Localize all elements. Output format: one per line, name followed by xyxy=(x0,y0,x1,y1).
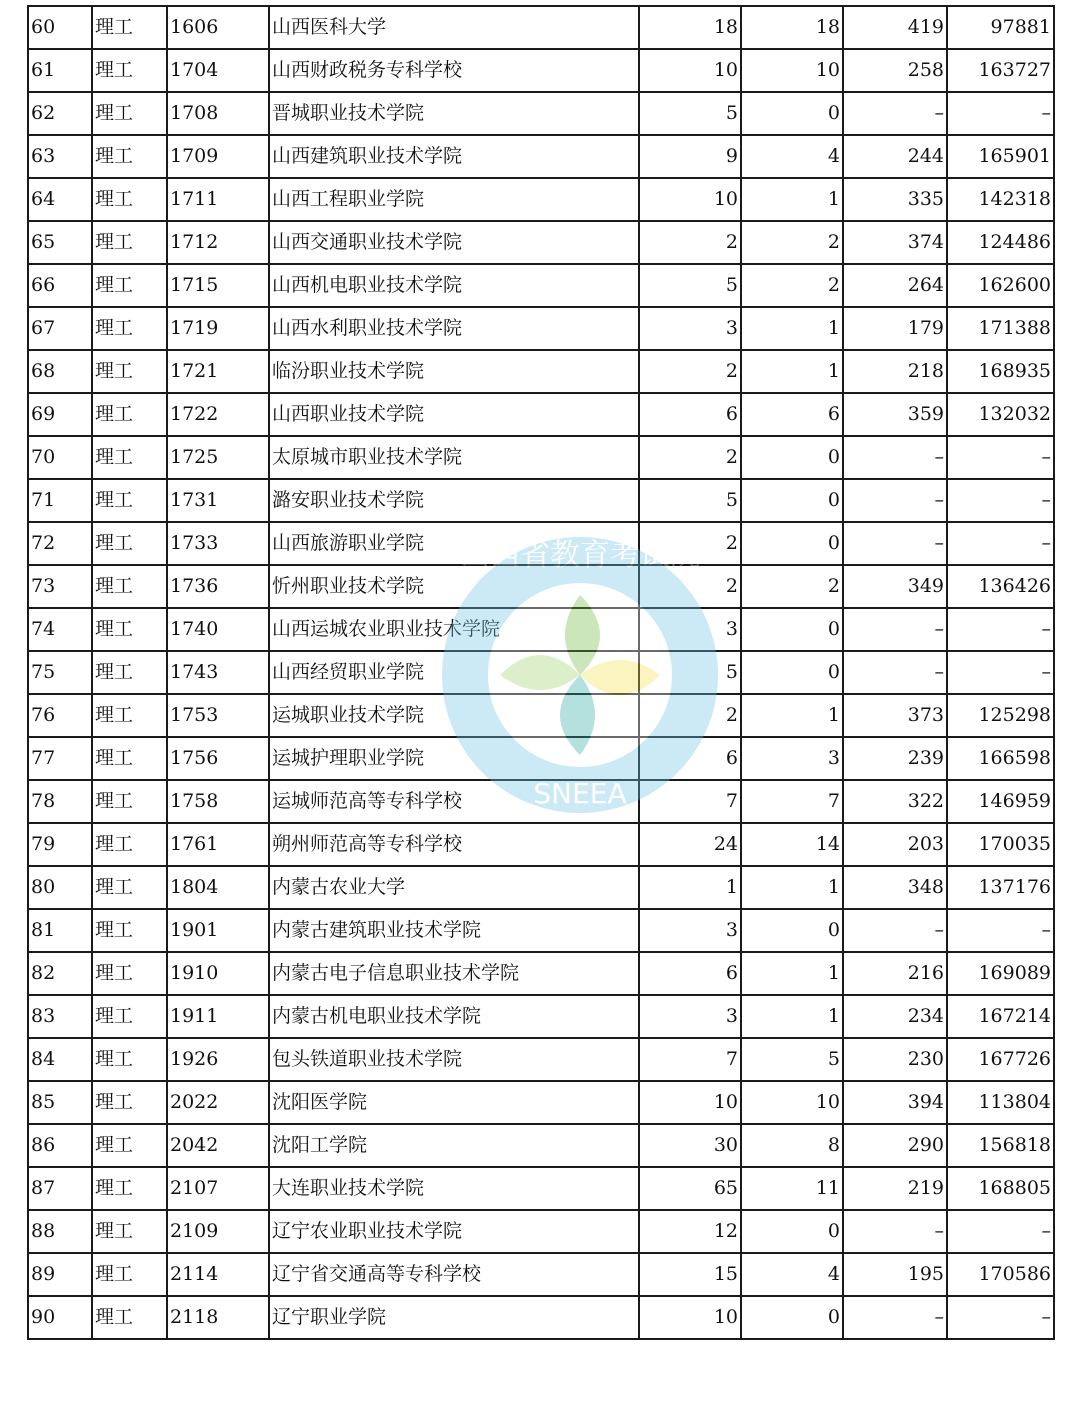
cell-category: 理工 xyxy=(92,823,167,866)
cell-school: 运城师范高等专科学校 xyxy=(269,780,639,823)
cell-plan: 10 xyxy=(639,1296,741,1339)
cell-min-rank: 165901 xyxy=(947,135,1054,178)
cell-admitted: 2 xyxy=(741,221,843,264)
cell-plan: 7 xyxy=(639,780,741,823)
cell-code: 1606 xyxy=(167,6,269,49)
cell-index: 70 xyxy=(28,436,92,479)
cell-school: 山西经贸职业学院 xyxy=(269,651,639,694)
cell-category: 理工 xyxy=(92,737,167,780)
cell-category: 理工 xyxy=(92,178,167,221)
cell-admitted: 0 xyxy=(741,608,843,651)
cell-min-score: 219 xyxy=(843,1167,947,1210)
cell-index: 71 xyxy=(28,479,92,522)
cell-min-score: 244 xyxy=(843,135,947,178)
cell-admitted: 5 xyxy=(741,1038,843,1081)
cell-category: 理工 xyxy=(92,264,167,307)
cell-min-score: 419 xyxy=(843,6,947,49)
cell-admitted: 6 xyxy=(741,393,843,436)
cell-plan: 2 xyxy=(639,522,741,565)
cell-min-rank: – xyxy=(947,608,1054,651)
cell-plan: 3 xyxy=(639,909,741,952)
cell-min-score: 335 xyxy=(843,178,947,221)
cell-school: 辽宁农业职业技术学院 xyxy=(269,1210,639,1253)
cell-plan: 10 xyxy=(639,1081,741,1124)
table-row xyxy=(28,1167,1054,1210)
table-row xyxy=(28,1210,1054,1253)
cell-school: 晋城职业技术学院 xyxy=(269,92,639,135)
cell-admitted: 1 xyxy=(741,694,843,737)
table-row xyxy=(28,780,1054,823)
cell-school: 包头铁道职业技术学院 xyxy=(269,1038,639,1081)
cell-plan: 3 xyxy=(639,995,741,1038)
cell-admitted: 0 xyxy=(741,651,843,694)
cell-min-rank: 162600 xyxy=(947,264,1054,307)
cell-code: 2107 xyxy=(167,1167,269,1210)
cell-code: 2042 xyxy=(167,1124,269,1167)
cell-admitted: 10 xyxy=(741,49,843,92)
cell-school: 辽宁职业学院 xyxy=(269,1296,639,1339)
cell-admitted: 18 xyxy=(741,6,843,49)
cell-index: 84 xyxy=(28,1038,92,1081)
cell-plan: 3 xyxy=(639,307,741,350)
table-row xyxy=(28,694,1054,737)
cell-code: 1709 xyxy=(167,135,269,178)
cell-school: 山西建筑职业技术学院 xyxy=(269,135,639,178)
cell-min-score: – xyxy=(843,608,947,651)
cell-category: 理工 xyxy=(92,995,167,1038)
cell-school: 朔州师范高等专科学校 xyxy=(269,823,639,866)
cell-code: 1722 xyxy=(167,393,269,436)
cell-category: 理工 xyxy=(92,1124,167,1167)
table-row xyxy=(28,608,1054,651)
table-row xyxy=(28,350,1054,393)
table-row xyxy=(28,1081,1054,1124)
table-row xyxy=(28,436,1054,479)
cell-code: 1926 xyxy=(167,1038,269,1081)
cell-min-score: – xyxy=(843,522,947,565)
cell-index: 73 xyxy=(28,565,92,608)
cell-school: 山西财政税务专科学校 xyxy=(269,49,639,92)
cell-index: 60 xyxy=(28,6,92,49)
table-row xyxy=(28,565,1054,608)
watermark-text: 山西省教育考试院 xyxy=(460,538,700,573)
table-row xyxy=(28,479,1054,522)
cell-admitted: 2 xyxy=(741,565,843,608)
cell-min-rank: 156818 xyxy=(947,1124,1054,1167)
cell-min-score: – xyxy=(843,651,947,694)
table-body xyxy=(28,6,1054,1339)
cell-min-rank: – xyxy=(947,522,1054,565)
cell-min-score: 216 xyxy=(843,952,947,995)
cell-category: 理工 xyxy=(92,1167,167,1210)
cell-index: 89 xyxy=(28,1253,92,1296)
cell-plan: 5 xyxy=(639,479,741,522)
cell-category: 理工 xyxy=(92,479,167,522)
cell-category: 理工 xyxy=(92,1253,167,1296)
cell-school: 内蒙古建筑职业技术学院 xyxy=(269,909,639,952)
cell-plan: 2 xyxy=(639,350,741,393)
cell-code: 2022 xyxy=(167,1081,269,1124)
cell-index: 63 xyxy=(28,135,92,178)
cell-min-score: 218 xyxy=(843,350,947,393)
cell-index: 66 xyxy=(28,264,92,307)
cell-admitted: 0 xyxy=(741,479,843,522)
cell-index: 85 xyxy=(28,1081,92,1124)
cell-admitted: 7 xyxy=(741,780,843,823)
cell-admitted: 0 xyxy=(741,436,843,479)
cell-code: 1901 xyxy=(167,909,269,952)
cell-min-score: 230 xyxy=(843,1038,947,1081)
cell-code: 1725 xyxy=(167,436,269,479)
cell-min-rank: 169089 xyxy=(947,952,1054,995)
cell-code: 1708 xyxy=(167,92,269,135)
cell-index: 78 xyxy=(28,780,92,823)
table-row xyxy=(28,522,1054,565)
cell-code: 1753 xyxy=(167,694,269,737)
cell-min-rank: 168935 xyxy=(947,350,1054,393)
cell-admitted: 1 xyxy=(741,307,843,350)
cell-code: 1711 xyxy=(167,178,269,221)
cell-category: 理工 xyxy=(92,608,167,651)
cell-min-rank: 124486 xyxy=(947,221,1054,264)
cell-code: 1721 xyxy=(167,350,269,393)
cell-min-rank: 168805 xyxy=(947,1167,1054,1210)
cell-code: 1911 xyxy=(167,995,269,1038)
cell-category: 理工 xyxy=(92,694,167,737)
cell-school: 山西运城农业职业技术学院 xyxy=(269,608,639,651)
cell-min-rank: 167214 xyxy=(947,995,1054,1038)
cell-plan: 6 xyxy=(639,393,741,436)
cell-code: 1761 xyxy=(167,823,269,866)
cell-school: 山西交通职业技术学院 xyxy=(269,221,639,264)
cell-index: 76 xyxy=(28,694,92,737)
cell-category: 理工 xyxy=(92,952,167,995)
table-row xyxy=(28,1124,1054,1167)
table-row xyxy=(28,92,1054,135)
cell-code: 1910 xyxy=(167,952,269,995)
cell-index: 67 xyxy=(28,307,92,350)
cell-min-score: 290 xyxy=(843,1124,947,1167)
cell-index: 90 xyxy=(28,1296,92,1339)
cell-min-rank: – xyxy=(947,651,1054,694)
cell-category: 理工 xyxy=(92,49,167,92)
cell-code: 2114 xyxy=(167,1253,269,1296)
cell-admitted: 4 xyxy=(741,135,843,178)
cell-min-rank: 137176 xyxy=(947,866,1054,909)
cell-code: 1715 xyxy=(167,264,269,307)
table-row xyxy=(28,866,1054,909)
cell-category: 理工 xyxy=(92,307,167,350)
cell-code: 1743 xyxy=(167,651,269,694)
cell-min-rank: 163727 xyxy=(947,49,1054,92)
cell-plan: 24 xyxy=(639,823,741,866)
cell-school: 山西医科大学 xyxy=(269,6,639,49)
cell-plan: 2 xyxy=(639,565,741,608)
cell-min-score: 179 xyxy=(843,307,947,350)
cell-min-rank: 125298 xyxy=(947,694,1054,737)
cell-school: 山西职业技术学院 xyxy=(269,393,639,436)
cell-admitted: 1 xyxy=(741,952,843,995)
cell-index: 87 xyxy=(28,1167,92,1210)
cell-min-score: 234 xyxy=(843,995,947,1038)
table-row xyxy=(28,1038,1054,1081)
cell-school: 沈阳工学院 xyxy=(269,1124,639,1167)
cell-school: 忻州职业技术学院 xyxy=(269,565,639,608)
cell-code: 1733 xyxy=(167,522,269,565)
cell-admitted: 0 xyxy=(741,909,843,952)
cell-category: 理工 xyxy=(92,135,167,178)
cell-min-rank: 132032 xyxy=(947,393,1054,436)
cell-school: 内蒙古机电职业技术学院 xyxy=(269,995,639,1038)
cell-plan: 2 xyxy=(639,221,741,264)
cell-admitted: 0 xyxy=(741,92,843,135)
cell-plan: 5 xyxy=(639,264,741,307)
cell-school: 大连职业技术学院 xyxy=(269,1167,639,1210)
table-row xyxy=(28,995,1054,1038)
cell-admitted: 1 xyxy=(741,866,843,909)
cell-category: 理工 xyxy=(92,909,167,952)
cell-index: 74 xyxy=(28,608,92,651)
cell-min-rank: 170586 xyxy=(947,1253,1054,1296)
cell-category: 理工 xyxy=(92,780,167,823)
table-row xyxy=(28,6,1054,49)
cell-code: 1758 xyxy=(167,780,269,823)
cell-category: 理工 xyxy=(92,350,167,393)
cell-category: 理工 xyxy=(92,221,167,264)
cell-school: 内蒙古农业大学 xyxy=(269,866,639,909)
cell-min-score: – xyxy=(843,1210,947,1253)
cell-min-score: 374 xyxy=(843,221,947,264)
cell-index: 77 xyxy=(28,737,92,780)
cell-min-rank: – xyxy=(947,479,1054,522)
cell-index: 81 xyxy=(28,909,92,952)
cell-min-score: 195 xyxy=(843,1253,947,1296)
cell-category: 理工 xyxy=(92,92,167,135)
table-row xyxy=(28,952,1054,995)
cell-index: 65 xyxy=(28,221,92,264)
cell-index: 83 xyxy=(28,995,92,1038)
cell-code: 1719 xyxy=(167,307,269,350)
cell-category: 理工 xyxy=(92,1038,167,1081)
cell-school: 山西工程职业学院 xyxy=(269,178,639,221)
cell-index: 64 xyxy=(28,178,92,221)
cell-index: 69 xyxy=(28,393,92,436)
cell-school: 运城护理职业学院 xyxy=(269,737,639,780)
cell-school: 沈阳医学院 xyxy=(269,1081,639,1124)
cell-min-score: – xyxy=(843,436,947,479)
cell-plan: 15 xyxy=(639,1253,741,1296)
cell-index: 72 xyxy=(28,522,92,565)
cell-plan: 5 xyxy=(639,92,741,135)
cell-plan: 6 xyxy=(639,737,741,780)
cell-category: 理工 xyxy=(92,393,167,436)
cell-min-rank: 142318 xyxy=(947,178,1054,221)
cell-plan: 5 xyxy=(639,651,741,694)
cell-min-rank: 166598 xyxy=(947,737,1054,780)
cell-code: 1731 xyxy=(167,479,269,522)
cell-plan: 3 xyxy=(639,608,741,651)
cell-min-score: 394 xyxy=(843,1081,947,1124)
cell-min-score: 359 xyxy=(843,393,947,436)
cell-min-score: 322 xyxy=(843,780,947,823)
cell-admitted: 8 xyxy=(741,1124,843,1167)
cell-code: 1740 xyxy=(167,608,269,651)
cell-admitted: 1 xyxy=(741,995,843,1038)
cell-min-score: 348 xyxy=(843,866,947,909)
cell-plan: 10 xyxy=(639,49,741,92)
cell-school: 山西水利职业技术学院 xyxy=(269,307,639,350)
cell-admitted: 0 xyxy=(741,522,843,565)
cell-index: 75 xyxy=(28,651,92,694)
cell-school: 太原城市职业技术学院 xyxy=(269,436,639,479)
cell-school: 运城职业技术学院 xyxy=(269,694,639,737)
cell-min-rank: 171388 xyxy=(947,307,1054,350)
cell-min-rank: – xyxy=(947,92,1054,135)
cell-plan: 30 xyxy=(639,1124,741,1167)
cell-min-rank: 170035 xyxy=(947,823,1054,866)
cell-plan: 1 xyxy=(639,866,741,909)
cell-code: 1804 xyxy=(167,866,269,909)
table-row xyxy=(28,221,1054,264)
table-row xyxy=(28,135,1054,178)
table-row xyxy=(28,393,1054,436)
cell-min-rank: – xyxy=(947,436,1054,479)
cell-min-score: 239 xyxy=(843,737,947,780)
cell-admitted: 14 xyxy=(741,823,843,866)
cell-min-score: – xyxy=(843,92,947,135)
cell-plan: 10 xyxy=(639,178,741,221)
cell-index: 68 xyxy=(28,350,92,393)
cell-min-score: 258 xyxy=(843,49,947,92)
cell-category: 理工 xyxy=(92,1210,167,1253)
cell-code: 1756 xyxy=(167,737,269,780)
cell-school: 临汾职业技术学院 xyxy=(269,350,639,393)
cell-admitted: 0 xyxy=(741,1210,843,1253)
cell-admitted: 2 xyxy=(741,264,843,307)
table-row xyxy=(28,737,1054,780)
cell-category: 理工 xyxy=(92,651,167,694)
cell-admitted: 1 xyxy=(741,350,843,393)
cell-category: 理工 xyxy=(92,436,167,479)
cell-code: 1704 xyxy=(167,49,269,92)
cell-category: 理工 xyxy=(92,522,167,565)
cell-min-rank: – xyxy=(947,1296,1054,1339)
table-row xyxy=(28,909,1054,952)
cell-plan: 7 xyxy=(639,1038,741,1081)
cell-min-score: 203 xyxy=(843,823,947,866)
cell-min-rank: – xyxy=(947,1210,1054,1253)
cell-admitted: 0 xyxy=(741,1296,843,1339)
cell-category: 理工 xyxy=(92,6,167,49)
cell-min-rank: 113804 xyxy=(947,1081,1054,1124)
cell-plan: 6 xyxy=(639,952,741,995)
cell-index: 80 xyxy=(28,866,92,909)
cell-min-rank: 146959 xyxy=(947,780,1054,823)
cell-index: 62 xyxy=(28,92,92,135)
cell-category: 理工 xyxy=(92,1081,167,1124)
cell-plan: 12 xyxy=(639,1210,741,1253)
cell-admitted: 1 xyxy=(741,178,843,221)
cell-plan: 9 xyxy=(639,135,741,178)
table-row xyxy=(28,823,1054,866)
cell-min-rank: 97881 xyxy=(947,6,1054,49)
cell-school: 辽宁省交通高等专科学校 xyxy=(269,1253,639,1296)
cell-code: 2109 xyxy=(167,1210,269,1253)
cell-index: 61 xyxy=(28,49,92,92)
cell-index: 79 xyxy=(28,823,92,866)
cell-category: 理工 xyxy=(92,1296,167,1339)
cell-index: 82 xyxy=(28,952,92,995)
cell-plan: 2 xyxy=(639,694,741,737)
cell-admitted: 4 xyxy=(741,1253,843,1296)
cell-min-score: – xyxy=(843,1296,947,1339)
cell-min-score: 264 xyxy=(843,264,947,307)
cell-admitted: 10 xyxy=(741,1081,843,1124)
cell-school: 山西机电职业技术学院 xyxy=(269,264,639,307)
table-row xyxy=(28,307,1054,350)
cell-plan: 65 xyxy=(639,1167,741,1210)
cell-admitted: 11 xyxy=(741,1167,843,1210)
table-row xyxy=(28,1253,1054,1296)
cell-code: 2118 xyxy=(167,1296,269,1339)
cell-admitted: 3 xyxy=(741,737,843,780)
cell-min-rank: – xyxy=(947,909,1054,952)
table-row xyxy=(28,1296,1054,1339)
table-row xyxy=(28,178,1054,221)
cell-school: 潞安职业技术学院 xyxy=(269,479,639,522)
cell-min-score: 373 xyxy=(843,694,947,737)
cell-min-rank: 136426 xyxy=(947,565,1054,608)
cell-school: 内蒙古电子信息职业技术学院 xyxy=(269,952,639,995)
cell-school: 山西旅游职业学院 xyxy=(269,522,639,565)
cell-index: 86 xyxy=(28,1124,92,1167)
cell-min-score: – xyxy=(843,479,947,522)
admission-table xyxy=(27,5,1055,1340)
cell-category: 理工 xyxy=(92,565,167,608)
table-row xyxy=(28,264,1054,307)
cell-code: 1712 xyxy=(167,221,269,264)
cell-index: 88 xyxy=(28,1210,92,1253)
table-row xyxy=(28,651,1054,694)
table-row xyxy=(28,49,1054,92)
cell-min-rank: 167726 xyxy=(947,1038,1054,1081)
watermark-subtext: SNEEA xyxy=(533,777,627,810)
cell-plan: 2 xyxy=(639,436,741,479)
cell-category: 理工 xyxy=(92,866,167,909)
cell-min-score: – xyxy=(843,909,947,952)
cell-min-score: 349 xyxy=(843,565,947,608)
cell-plan: 18 xyxy=(639,6,741,49)
cell-code: 1736 xyxy=(167,565,269,608)
